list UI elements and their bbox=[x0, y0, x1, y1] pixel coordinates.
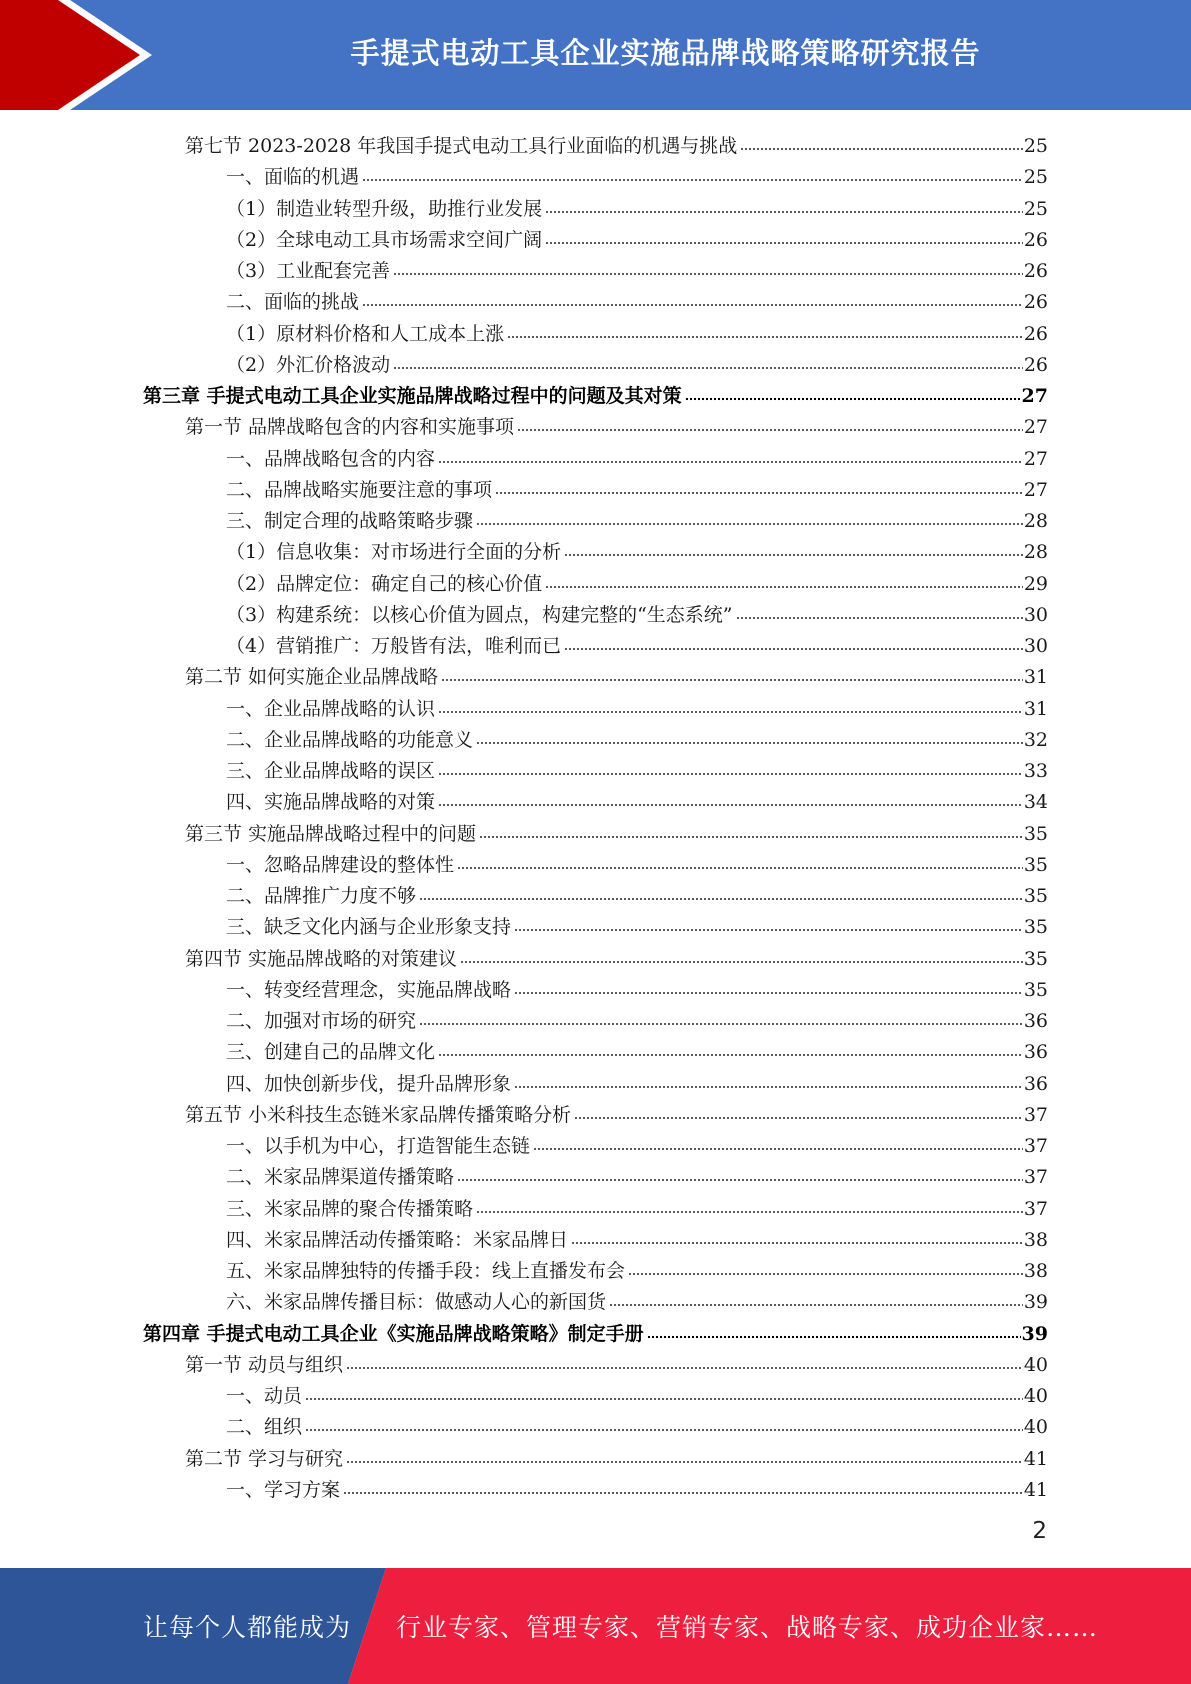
toc-dot-leader bbox=[533, 1146, 1023, 1152]
toc-entry-label: 第七节 2023-2028 年我国手提式电动工具行业面临的机遇与挑战 bbox=[185, 135, 738, 157]
toc-entry[interactable] bbox=[226, 1252, 1048, 1283]
toc-section-entry[interactable] bbox=[185, 408, 1048, 439]
toc-section-entry[interactable] bbox=[185, 940, 1048, 971]
toc-entry-page: 28 bbox=[1023, 541, 1048, 563]
toc-entry-page: 30 bbox=[1023, 604, 1048, 626]
toc-entry-label: 第一节 动员与组织 bbox=[185, 1354, 344, 1376]
toc-entry[interactable] bbox=[226, 158, 1048, 189]
toc-entry-label: 一、企业品牌战略的认识 bbox=[226, 698, 436, 720]
toc-dot-leader bbox=[685, 396, 1021, 402]
toc-entry-page: 26 bbox=[1023, 354, 1048, 376]
toc-entry-label: 第三章 手提式电动工具企业实施品牌战略过程中的问题及其对策 bbox=[143, 385, 682, 407]
toc-entry[interactable] bbox=[226, 502, 1048, 533]
toc-entry-page: 39 bbox=[1023, 1291, 1048, 1313]
toc-entry[interactable] bbox=[226, 252, 1048, 283]
toc-entry-page: 36 bbox=[1023, 1010, 1048, 1032]
header-arrow-graphic bbox=[0, 0, 160, 110]
toc-entry-label: 二、面临的挑战 bbox=[226, 291, 360, 313]
toc-entry[interactable] bbox=[226, 283, 1048, 314]
toc-section-entry[interactable] bbox=[185, 1440, 1048, 1471]
toc-dot-leader bbox=[564, 552, 1023, 558]
toc-section-entry[interactable] bbox=[185, 1096, 1048, 1127]
toc-entry-page: 35 bbox=[1023, 979, 1048, 1001]
toc-entry[interactable] bbox=[226, 1190, 1048, 1221]
toc-entry[interactable] bbox=[226, 471, 1048, 502]
toc-entry-page: 25 bbox=[1023, 198, 1048, 220]
toc-entry-label: 三、制定合理的战略策略步骤 bbox=[226, 510, 474, 532]
toc-entry-label: （4）营销推广：万般皆有法，唯利而已 bbox=[226, 635, 562, 657]
toc-entry-page: 34 bbox=[1023, 791, 1048, 813]
toc-entry-label: （2）全球电动工具市场需求空间广阔 bbox=[226, 229, 543, 251]
toc-entry-page: 25 bbox=[1023, 166, 1048, 188]
toc-entry-label: 四、米家品牌活动传播策略：米家品牌日 bbox=[226, 1229, 569, 1251]
toc-entry-page: 30 bbox=[1023, 635, 1048, 657]
toc-entry[interactable] bbox=[226, 1408, 1048, 1439]
toc-entry-label: 第四节 实施品牌战略的对策建议 bbox=[185, 948, 458, 970]
toc-dot-leader bbox=[507, 334, 1023, 340]
toc-entry-label: （1）信息收集：对市场进行全面的分析 bbox=[226, 541, 562, 563]
toc-dot-leader bbox=[419, 896, 1023, 902]
toc-dot-leader bbox=[609, 1302, 1023, 1308]
toc-section-entry[interactable] bbox=[185, 658, 1048, 689]
toc-entry[interactable] bbox=[226, 190, 1048, 221]
toc-entry-page: 27 bbox=[1021, 385, 1048, 407]
toc-entry-page: 38 bbox=[1023, 1260, 1048, 1282]
toc-entry[interactable] bbox=[226, 783, 1048, 814]
toc-entry-label: 六、米家品牌传播目标：做感动人心的新国货 bbox=[226, 1291, 607, 1313]
toc-entry-label: 一、以手机为中心，打造智能生态链 bbox=[226, 1135, 531, 1157]
toc-dot-leader bbox=[476, 521, 1023, 527]
toc-dot-leader bbox=[419, 1021, 1023, 1027]
toc-dot-leader bbox=[564, 646, 1023, 652]
toc-entry[interactable] bbox=[226, 440, 1048, 471]
toc-entry-page: 39 bbox=[1021, 1323, 1048, 1345]
toc-dot-leader bbox=[346, 1365, 1023, 1371]
toc-dot-leader bbox=[305, 1427, 1023, 1433]
toc-entry[interactable] bbox=[226, 221, 1048, 252]
toc-entry-page: 35 bbox=[1023, 916, 1048, 938]
toc-entry-label: 一、动员 bbox=[226, 1385, 303, 1407]
toc-entry-label: 二、品牌战略实施要注意的事项 bbox=[226, 479, 493, 501]
toc-entry-label: 第三节 实施品牌战略过程中的问题 bbox=[185, 823, 477, 845]
toc-entry-page: 35 bbox=[1023, 854, 1048, 876]
toc-entry-page: 41 bbox=[1023, 1448, 1048, 1470]
toc-entry-page: 35 bbox=[1023, 823, 1048, 845]
toc-entry-page: 32 bbox=[1023, 729, 1048, 751]
toc-entry[interactable] bbox=[226, 908, 1048, 939]
toc-entry[interactable] bbox=[226, 315, 1048, 346]
toc-entry[interactable] bbox=[226, 533, 1048, 564]
toc-entry-label: （1）制造业转型升级，助推行业发展 bbox=[226, 198, 543, 220]
toc-chapter-entry[interactable] bbox=[143, 377, 1048, 408]
toc-entry-page: 31 bbox=[1023, 698, 1048, 720]
toc-entry[interactable] bbox=[226, 1471, 1048, 1502]
toc-entry-label: 一、转变经营理念，实施品牌战略 bbox=[226, 979, 512, 1001]
toc-entry-label: 一、品牌战略包含的内容 bbox=[226, 448, 436, 470]
toc-dot-leader bbox=[343, 1490, 1023, 1496]
toc-entry-page: 26 bbox=[1023, 260, 1048, 282]
toc-dot-leader bbox=[438, 802, 1023, 808]
toc-entry[interactable] bbox=[226, 1221, 1048, 1252]
toc-entry[interactable] bbox=[226, 1158, 1048, 1189]
toc-dot-leader bbox=[305, 1396, 1023, 1402]
toc-entry-page: 37 bbox=[1023, 1104, 1048, 1126]
toc-entry-page: 27 bbox=[1023, 416, 1048, 438]
toc-entry-page: 40 bbox=[1023, 1385, 1048, 1407]
toc-dot-leader bbox=[441, 677, 1023, 683]
toc-entry[interactable] bbox=[226, 1033, 1048, 1064]
toc-entry-page: 37 bbox=[1023, 1198, 1048, 1220]
toc-dot-leader bbox=[740, 146, 1023, 152]
toc-entry-label: （3）工业配套完善 bbox=[226, 260, 391, 282]
toc-entry[interactable] bbox=[226, 752, 1048, 783]
toc-entry[interactable] bbox=[226, 721, 1048, 752]
toc-dot-leader bbox=[514, 990, 1023, 996]
toc-dot-leader bbox=[346, 1459, 1023, 1465]
toc-dot-leader bbox=[476, 1209, 1023, 1215]
header-banner bbox=[0, 0, 1191, 110]
toc-entry-label: 第四章 手提式电动工具企业《实施品牌战略策略》制定手册 bbox=[143, 1323, 644, 1345]
toc-entry-label: 二、品牌推广力度不够 bbox=[226, 885, 417, 907]
toc-entry[interactable] bbox=[226, 846, 1048, 877]
toc-entry[interactable] bbox=[226, 1002, 1048, 1033]
toc-entry-page: 28 bbox=[1023, 510, 1048, 532]
toc-entry[interactable] bbox=[226, 1127, 1048, 1158]
toc-dot-leader bbox=[479, 834, 1023, 840]
toc-entry-label: 二、组织 bbox=[226, 1416, 303, 1438]
toc-dot-leader bbox=[647, 1334, 1021, 1340]
toc-dot-leader bbox=[393, 271, 1023, 277]
toc-chapter-entry[interactable] bbox=[143, 1315, 1048, 1346]
toc-entry-label: （2）品牌定位：确定自己的核心价值 bbox=[226, 573, 543, 595]
toc-entry[interactable] bbox=[226, 877, 1048, 908]
toc-dot-leader bbox=[362, 177, 1023, 183]
toc-entry[interactable] bbox=[226, 1065, 1048, 1096]
toc-entry-label: 一、忽略品牌建设的整体性 bbox=[226, 854, 455, 876]
toc-entry-page: 38 bbox=[1023, 1229, 1048, 1251]
toc-entry-page: 40 bbox=[1023, 1354, 1048, 1376]
toc-entry-page: 40 bbox=[1023, 1416, 1048, 1438]
toc-dot-leader bbox=[574, 1115, 1023, 1121]
toc-entry-label: （3）构建系统：以核心价值为圆点，构建完整的“生态系统” bbox=[226, 604, 733, 626]
page-number: 2 bbox=[1032, 1518, 1047, 1544]
toc-dot-leader bbox=[736, 615, 1023, 621]
toc-entry-page: 33 bbox=[1023, 760, 1048, 782]
toc-entry-page: 31 bbox=[1023, 666, 1048, 688]
arrow-red-chevron bbox=[0, 0, 140, 110]
toc-entry-page: 26 bbox=[1023, 323, 1048, 345]
toc-entry-page: 29 bbox=[1023, 573, 1048, 595]
toc-entry-label: 三、企业品牌战略的误区 bbox=[226, 760, 436, 782]
toc-entry-label: 二、米家品牌渠道传播策略 bbox=[226, 1166, 455, 1188]
toc-entry-label: 一、面临的机遇 bbox=[226, 166, 360, 188]
toc-entry-label: 二、企业品牌战略的功能意义 bbox=[226, 729, 474, 751]
toc-entry-label: 第二节 学习与研究 bbox=[185, 1448, 344, 1470]
toc-dot-leader bbox=[438, 459, 1023, 465]
toc-dot-leader bbox=[460, 959, 1023, 965]
toc-dot-leader bbox=[545, 584, 1023, 590]
toc-dot-leader bbox=[495, 490, 1023, 496]
toc-entry-label: 第五节 小米科技生态链米家品牌传播策略分析 bbox=[185, 1104, 572, 1126]
toc-entry-page: 37 bbox=[1023, 1135, 1048, 1157]
toc-dot-leader bbox=[457, 1177, 1023, 1183]
toc-entry[interactable] bbox=[226, 690, 1048, 721]
toc-dot-leader bbox=[571, 1240, 1023, 1246]
toc-dot-leader bbox=[476, 740, 1023, 746]
toc-entry-page: 35 bbox=[1023, 885, 1048, 907]
toc-entry[interactable] bbox=[226, 346, 1048, 377]
toc-entry[interactable] bbox=[226, 596, 1048, 627]
toc-entry-page: 35 bbox=[1023, 948, 1048, 970]
toc-entry-label: 五、米家品牌独特的传播手段：线上直播发布会 bbox=[226, 1260, 626, 1282]
footer-banner bbox=[0, 1568, 1191, 1684]
toc-dot-leader bbox=[393, 365, 1023, 371]
toc-entry-label: 二、加强对市场的研究 bbox=[226, 1010, 417, 1032]
toc-entry[interactable] bbox=[226, 1283, 1048, 1314]
toc-entry-page: 26 bbox=[1023, 291, 1048, 313]
toc-entry-page: 36 bbox=[1023, 1073, 1048, 1095]
toc-dot-leader bbox=[545, 209, 1023, 215]
toc-section-entry[interactable] bbox=[185, 815, 1048, 846]
toc-dot-leader bbox=[514, 927, 1023, 933]
toc-entry-label: 四、实施品牌战略的对策 bbox=[226, 791, 436, 813]
toc-entry-label: 三、缺乏文化内涵与企业形象支持 bbox=[226, 916, 512, 938]
toc-entry-label: （2）外汇价格波动 bbox=[226, 354, 391, 376]
toc-dot-leader bbox=[438, 709, 1023, 715]
toc-entry-label: 三、米家品牌的聚合传播策略 bbox=[226, 1198, 474, 1220]
toc-entry-label: 一、学习方案 bbox=[226, 1479, 341, 1501]
toc-entry-label: 四、加快创新步伐，提升品牌形象 bbox=[226, 1073, 512, 1095]
toc-dot-leader bbox=[438, 1052, 1023, 1058]
toc-entry-page: 25 bbox=[1023, 135, 1048, 157]
footer-slogan-left: 让每个人都能成为 bbox=[143, 1613, 352, 1642]
toc-entry-page: 37 bbox=[1023, 1166, 1048, 1188]
toc-entry[interactable] bbox=[226, 565, 1048, 596]
toc-entry-label: 第二节 如何实施企业品牌战略 bbox=[185, 666, 439, 688]
toc-entry-page: 27 bbox=[1023, 479, 1048, 501]
document-title: 手提式电动工具企业实施品牌战略策略研究报告 bbox=[350, 35, 981, 70]
toc-dot-leader bbox=[517, 427, 1023, 433]
toc-entry[interactable] bbox=[226, 971, 1048, 1002]
toc-entry-label: （1）原材料价格和人工成本上涨 bbox=[226, 323, 505, 345]
toc-dot-leader bbox=[514, 1084, 1023, 1090]
toc-section-entry[interactable] bbox=[185, 127, 1048, 158]
toc-dot-leader bbox=[362, 302, 1023, 308]
toc-entry[interactable] bbox=[226, 627, 1048, 658]
toc-entry-page: 26 bbox=[1023, 229, 1048, 251]
toc-dot-leader bbox=[438, 771, 1023, 777]
footer-slogan-right: 行业专家、管理专家、营销专家、战略专家、成功企业家…… bbox=[396, 1613, 1099, 1642]
toc-entry-label: 三、创建自己的品牌文化 bbox=[226, 1041, 436, 1063]
toc-dot-leader bbox=[628, 1271, 1023, 1277]
toc-section-entry[interactable] bbox=[185, 1346, 1048, 1377]
toc-entry[interactable] bbox=[226, 1377, 1048, 1408]
toc-entry-label: 第一节 品牌战略包含的内容和实施事项 bbox=[185, 416, 515, 438]
toc-entry-page: 36 bbox=[1023, 1041, 1048, 1063]
toc-dot-leader bbox=[457, 865, 1023, 871]
toc-entry-page: 41 bbox=[1023, 1479, 1048, 1501]
toc-entry-page: 27 bbox=[1023, 448, 1048, 470]
toc-dot-leader bbox=[545, 240, 1023, 246]
